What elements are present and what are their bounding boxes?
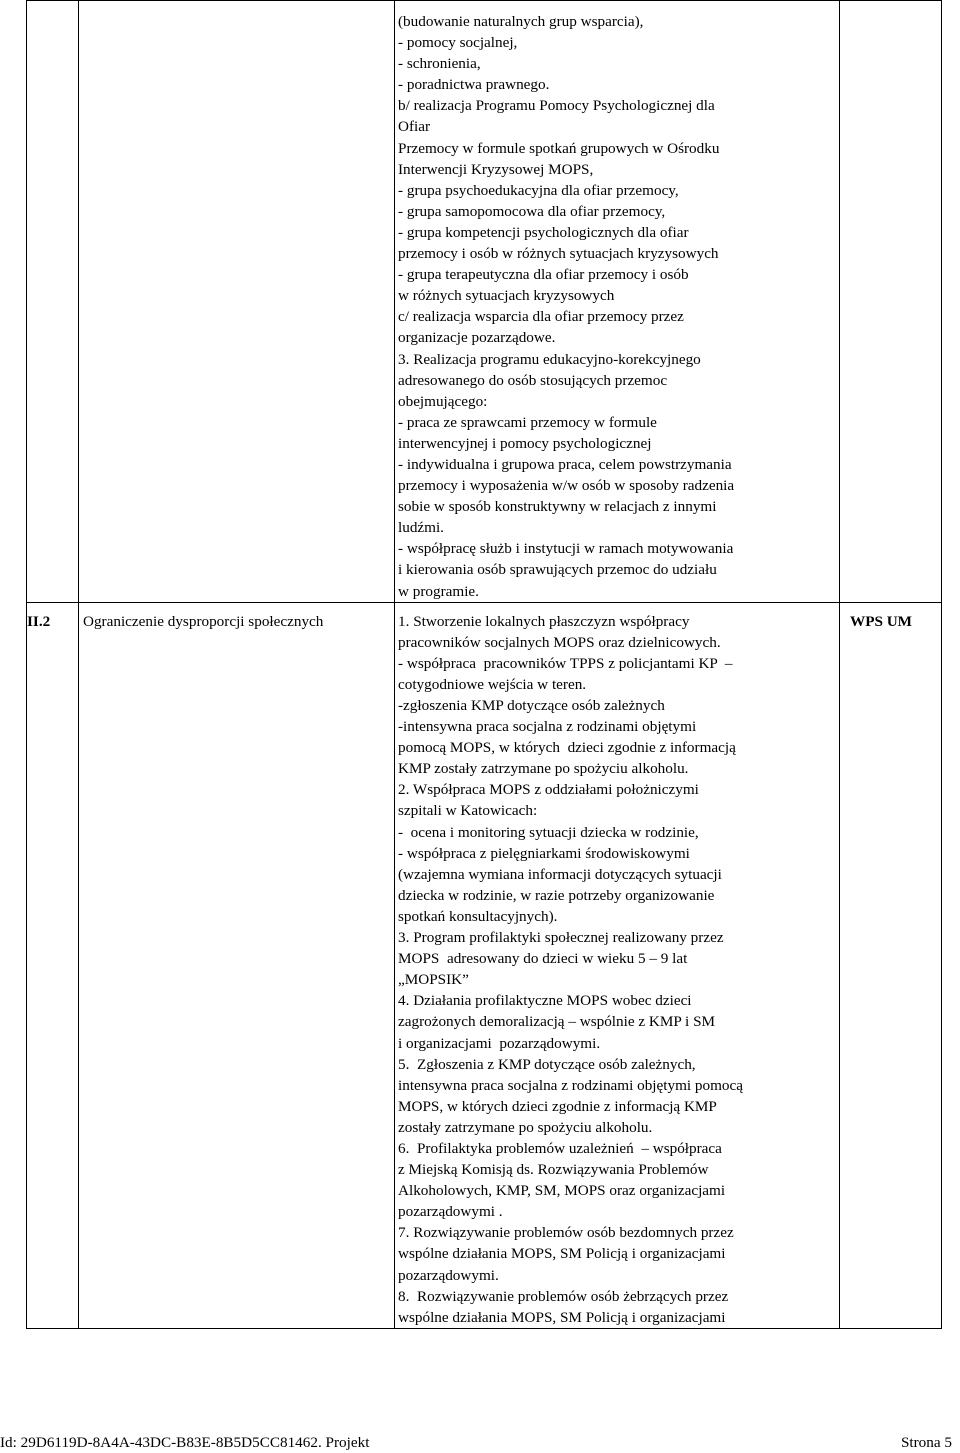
row-number bbox=[27, 1, 78, 9]
row-number: II.2 bbox=[27, 612, 51, 630]
document-table bbox=[26, 0, 942, 1329]
text-line: sobie w sposób konstruktywny w relacjach z innymi bbox=[398, 498, 717, 516]
text-line: obejmującego: bbox=[398, 392, 488, 410]
text-line: pomocą MOPS, w których dzieci zgodnie z informacją bbox=[398, 739, 736, 757]
text-line: 3. Realizacja programu edukacyjno-korekcyjnego bbox=[398, 350, 701, 368]
text-line: c/ realizacja wsparcia dla ofiar przemocy przez bbox=[398, 308, 684, 326]
text-line: Ofiar bbox=[398, 118, 431, 136]
text-line: - grupa samopomocowa dla ofiar przemocy, bbox=[398, 202, 666, 220]
text-line: - praca ze sprawcami przemocy w formule bbox=[398, 413, 657, 431]
row-number-cell bbox=[27, 602, 79, 1328]
text-line: interwencyjnej i pomocy psychologicznej bbox=[398, 434, 652, 452]
text-line: - grupa terapeutyczna dla ofiar przemocy i osób bbox=[398, 266, 689, 284]
text-line: zagrożonych demoralizacją – wspólnie z KMP i SM bbox=[398, 1013, 716, 1031]
text-line: - współpraca pracowników TPPS z policjantami KP – bbox=[398, 654, 733, 672]
text-line: 3. Program profilaktyki społecznej realizowany przez bbox=[398, 929, 724, 947]
text-line: - ocena i monitoring sytuacji dziecka w rodzinie, bbox=[398, 823, 699, 841]
actions-text bbox=[395, 603, 839, 1328]
text-line: Alkoholowych, KMP, SM, MOPS oraz organizacjami bbox=[398, 1182, 726, 1200]
text-line: w programie. bbox=[398, 582, 479, 600]
text-line: - indywidualna i grupowa praca, celem powstrzymania bbox=[398, 455, 732, 473]
text-line: -zgłoszenia KMP dotyczące osób zależnych bbox=[398, 697, 665, 714]
actions-text bbox=[395, 1, 839, 602]
responsible-cell bbox=[840, 602, 942, 1328]
text-line: i organizacjami pozarządowymi. bbox=[398, 1034, 601, 1052]
text-line: intensywna praca socjalna z rodzinami objętymi pomocą bbox=[398, 1076, 743, 1094]
text-line: - schronienia, bbox=[398, 55, 481, 73]
text-line: MOPS, w których dzieci zgodnie z informacją KMP bbox=[398, 1097, 717, 1115]
text-line: z Miejską Komisją ds. Rozwiązywania Problemów bbox=[398, 1161, 709, 1179]
document-id: Id: 29D6119D-8A4A-43DC-B83E-8B5D5CC81462. Projekt bbox=[0, 1434, 370, 1451]
text-line: - grupa kompetencji psychologicznych dla ofiar bbox=[398, 223, 689, 241]
row-number-cell bbox=[27, 1, 79, 603]
page-footer bbox=[0, 1433, 960, 1453]
text-line: 4. Działania profilaktyczne MOPS wobec dzieci bbox=[398, 992, 692, 1010]
text-line: 8. Rozwiązywanie problemów osób żebrzących przez bbox=[398, 1287, 729, 1305]
text-line: 2. Współpraca MOPS z oddziałami położniczymi bbox=[398, 781, 699, 799]
text-line: pozarządowymi . bbox=[398, 1203, 503, 1221]
text-line: spotkań konsultacyjnych). bbox=[398, 907, 558, 925]
text-line: i kierowania osób sprawujących przemoc do udziału bbox=[398, 561, 717, 579]
task-name: Ograniczenie dysproporcji społecznych bbox=[83, 612, 324, 630]
text-line: Interwencji Kryzysowej MOPS, bbox=[398, 160, 594, 178]
text-line: (budowanie naturalnych grup wsparcia), bbox=[398, 13, 644, 30]
text-line: zostały zatrzymane po spożyciu alkoholu. bbox=[398, 1118, 653, 1136]
text-line: 5. Zgłoszenia z KMP dotyczące osób zależnych, bbox=[398, 1055, 696, 1073]
actions-cell bbox=[395, 1, 840, 603]
text-line: -intensywna praca socjalna z rodzinami objętymi bbox=[398, 718, 697, 736]
task-name bbox=[79, 1, 394, 9]
text-line: - grupa psychoedukacyjna dla ofiar przemocy, bbox=[398, 181, 679, 199]
text-line: 7. Rozwiązywanie problemów osób bezdomnych przez bbox=[398, 1224, 734, 1242]
text-line: dziecka w rodzinie, w razie potrzeby organizowanie bbox=[398, 886, 715, 904]
text-line: organizacje pozarządowe. bbox=[398, 329, 556, 347]
text-line: 1. Stworzenie lokalnych płaszczyzn współpracy bbox=[398, 612, 690, 630]
text-line: Przemocy w formule spotkań grupowych w Ośrodku bbox=[398, 139, 720, 157]
actions-cell bbox=[395, 602, 840, 1328]
responsible-unit bbox=[840, 1, 941, 9]
task-name-cell bbox=[79, 1, 395, 603]
text-line: b/ realizacja Programu Pomocy Psychologicznej dla bbox=[398, 97, 715, 115]
text-line: pozarządowymi. bbox=[398, 1266, 499, 1284]
text-line: przemocy i osób w różnych sytuacjach kryzysowych bbox=[398, 245, 719, 263]
page-number: Strona 5 bbox=[900, 1434, 952, 1451]
text-line: przemocy i wyposażenia w/w osób w sposoby radzenia bbox=[398, 477, 735, 495]
responsible-unit: WPS UM bbox=[850, 612, 913, 630]
text-line: - współpraca z pielęgniarkami środowiskowymi bbox=[398, 844, 690, 862]
table-row bbox=[27, 1, 942, 603]
text-line: cotygodniowe wejścia w teren. bbox=[398, 675, 587, 693]
text-line: - współpracę służb i instytucji w ramach motywowania bbox=[398, 540, 734, 558]
text-line: wspólne działania MOPS, SM Policją i organizacjami bbox=[398, 1245, 726, 1263]
text-line: KMP zostały zatrzymane po spożyciu alkoholu. bbox=[398, 760, 689, 778]
text-line: szpitali w Katowicach: bbox=[398, 802, 538, 820]
text-line: MOPS adresowany do dzieci w wieku 5 – 9 lat bbox=[398, 950, 688, 968]
text-line: - pomocy socjalnej, bbox=[398, 34, 518, 52]
text-line: wspólne działania MOPS, SM Policją i organizacjami bbox=[398, 1308, 726, 1326]
text-line: (wzajemna wymiana informacji dotyczących sytuacji bbox=[398, 865, 722, 883]
text-line: - poradnictwa prawnego. bbox=[398, 76, 550, 94]
responsible-cell bbox=[840, 1, 942, 603]
text-line: ludźmi. bbox=[398, 519, 444, 537]
text-line: „MOPSIK” bbox=[398, 971, 469, 989]
text-line: pracowników socjalnych MOPS oraz dzielnicowych. bbox=[398, 633, 721, 651]
text-line: w różnych sytuacjach kryzysowych bbox=[398, 287, 615, 305]
text-line: 6. Profilaktyka problemów uzależnień – współpraca bbox=[398, 1139, 722, 1157]
task-name-cell bbox=[79, 602, 395, 1328]
table-row bbox=[27, 602, 942, 1328]
text-line: adresowanego do osób stosujących przemoc bbox=[398, 371, 668, 389]
